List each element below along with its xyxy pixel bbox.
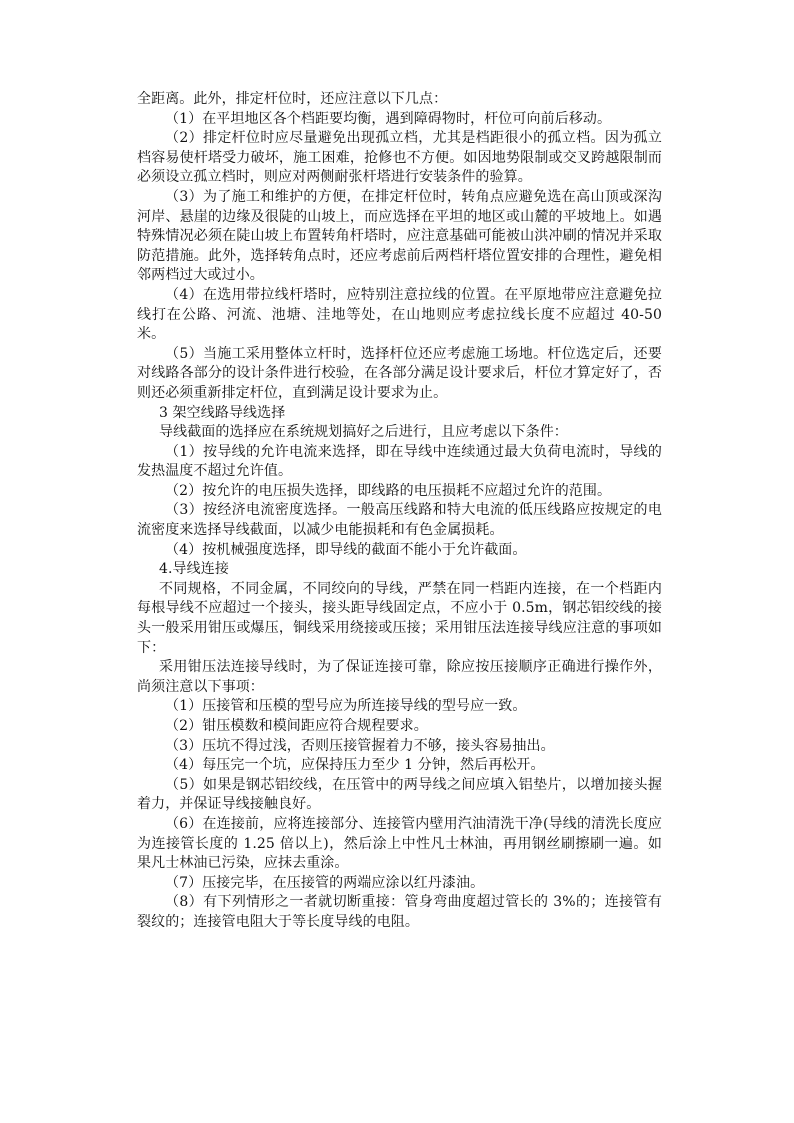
list-item: （5）当施工采用整体立杆时，选择杆位还应考虑施工场地。杆位选定后，还要对线路各部分的设计条件进行校验，在各部分满足设计要求后，杆位才算定好了，否则还必须重新排定杆位，直到满足设计要求为止。 (137, 345, 662, 401)
paragraph: 采用钳压法连接导线时，为了保证连接可靠，除应按压接顺序正确进行操作外，尚须注意以下事项： (137, 659, 662, 695)
section-heading: 4.导线连接 (159, 561, 229, 578)
list-item: （4）按机械强度选择，即导线的截面不能小于允许截面。 (165, 541, 527, 558)
list-item: （3）为了施工和维护的方便，在排定杆位时，转角点应避免选在高山顶或深沟河岸、悬崖的边缘及很陡的山坡上，而应选择在平坦的地区或山麓的平坡地上。如遇特殊情况必须在陡山坡上布置转角杆塔时，应注意基础可能被山洪冲刷的情况并采取防范措施。此外，选择转角点时，还应考虑前后两档杆塔位置安排的合理性，避免相邻两档过大或过小。 (137, 188, 662, 284)
list-item: （4）每压完一个坑，应保持压力至少 1 分钟，然后再松开。 (165, 757, 545, 774)
document-body (137, 90, 662, 933)
paragraph: 全距离。此外，排定杆位时，还应注意以下几点： (137, 91, 448, 107)
list-item: （7）压接完毕，在压接管的两端应涂以红丹漆油。 (165, 874, 485, 891)
list-item: （2）钳压模数和模间距应符合规程要求。 (165, 718, 428, 734)
paragraph: 不同规格，不同金属，不同绞向的导线，严禁在同一档距内连接，在一个档距内每根导线不应超过一个接头，接头距导线固定点，不应小于 0.5m，钢芯铝绞线的接头一般采用钳压或爆压，铜线采用绕接或压接；采用钳压法连接导线应注意的事项如下： (137, 580, 662, 656)
list-item: （1）压接管和压模的型号应为所连接导线的型号应一致。 (165, 698, 527, 715)
list-item: （2）按允许的电压损失选择，即线路的电压损耗不应超过允许的范围。 (165, 482, 612, 499)
list-item: （1）在平坦地区各个档距要均衡，遇到障碍物时，杆位可向前后移动。 (165, 110, 612, 127)
list-item: （6）在连接前，应将连接部分、连接管内壁用汽油清洗干净(导线的清洗长度应为连接管长度的 1.25 倍以上)，然后涂上中性凡士林油，再用钢丝刷擦刷一遍。如果凡士林油已污染，应抹去重涂。 (137, 815, 662, 872)
list-item: （4）在选用带拉线杆塔时，应特别注意拉线的位置。在平原地带应注意避免拉线打在公路、河流、池塘、洼地等处，在山地则应考虑拉线长度不应超过 40-50 米。 (137, 286, 662, 343)
list-item: （1）按导线的允许电流来选择，即在导线中连续通过最大负荷电流时，导线的发热温度不超过允许值。 (137, 443, 662, 480)
section-heading: 3 架空线路导线选择 (159, 404, 286, 421)
list-item: （3）压坑不得过浅，否则压接管握着力不够，接头容易抽出。 (165, 737, 555, 754)
list-item: （5）如果是钢芯铝绞线，在压管中的两导线之间应填入铝垫片，以增加接头握着力，并保证导线接触良好。 (137, 776, 662, 813)
list-item: （2）排定杆位时应尽量避免出现孤立档，尤其是档距很小的孤立档。因为孤立档容易使杆塔受力破坏，施工困难，抢修也不方便。如因地势限制或交叉跨越限制而必须设立孤立档时，则应对两侧耐张杆塔进行安装条件的验算。 (137, 130, 662, 186)
paragraph: 导线截面的选择应在系统规划搞好之后进行，且应考虑以下条件： (159, 424, 568, 441)
list-item: （8）有下列情形之一者就切断重接：管身弯曲度超过管长的 3%的；连接管有裂纹的；连接管电阻大于等长度导线的电阻。 (137, 894, 662, 930)
list-item: （3）按经济电流密度选择。一般高压线路和特大电流的低压线路应按规定的电流密度来选择导线截面，以减少电能损耗和有色金属损耗。 (137, 502, 662, 539)
